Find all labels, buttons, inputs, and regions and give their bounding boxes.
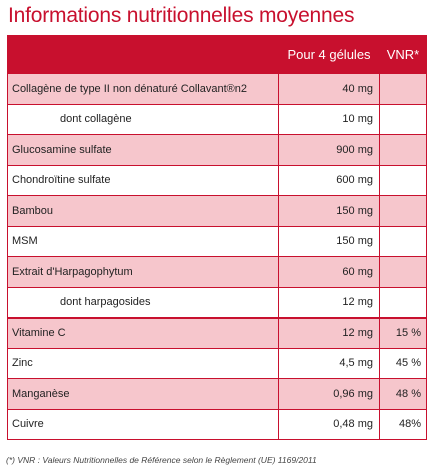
header-amount-cell: Pour 4 gélules [279, 35, 380, 73]
nutrition-table [7, 35, 427, 440]
footnote: (*) VNR : Valeurs Nutritionnelles de Référence selon le Règlement (UE) 1169/2011 [6, 455, 317, 465]
row-vnr: 45 % [395, 357, 421, 370]
row-name: Zinc [8, 349, 279, 379]
row-vnr: 15 % [395, 327, 421, 340]
table-row [8, 226, 426, 257]
row-amount: 600 mg [279, 166, 380, 196]
row-vnr: 48% [398, 418, 421, 431]
row-vnr: 48 % [395, 387, 421, 400]
row-name: Cuivre [8, 410, 279, 440]
row-name: Glucosamine sulfate [8, 135, 279, 165]
table-header [8, 35, 426, 73]
row-amount: 150 mg [279, 196, 380, 226]
row-vnr [380, 135, 426, 165]
table-row [8, 348, 426, 379]
table-row [8, 409, 426, 440]
table-row [8, 134, 426, 165]
row-name: Manganèse [8, 379, 279, 409]
row-name: MSM [8, 227, 279, 257]
table-row [8, 317, 426, 348]
table-row [8, 165, 426, 196]
row-vnr [380, 105, 426, 135]
row-name: Collagène de type II non dénaturé Collavant®n2 [8, 74, 279, 104]
row-amount: 10 mg [279, 105, 380, 135]
row-amount: 12 mg [279, 288, 380, 318]
header-vnr-cell: VNR* [386, 46, 420, 62]
table-row [8, 256, 426, 287]
row-name: dont collagène [8, 105, 279, 135]
row-amount: 0,48 mg [279, 410, 380, 440]
row-vnr [380, 227, 426, 257]
header-name-cell [8, 35, 279, 73]
row-amount: 0,96 mg [279, 379, 380, 409]
row-name: Chondroïtine sulfate [8, 166, 279, 196]
row-name: Extrait d'Harpagophytum [8, 257, 279, 287]
row-vnr [380, 196, 426, 226]
row-amount: 150 mg [279, 227, 380, 257]
row-amount: 40 mg [279, 74, 380, 104]
row-amount: 60 mg [279, 257, 380, 287]
row-name: dont harpagosides [8, 288, 279, 318]
row-amount: 900 mg [279, 135, 380, 165]
table-row [8, 104, 426, 135]
row-name: Bambou [8, 196, 279, 226]
row-vnr [380, 166, 426, 196]
row-vnr [380, 74, 426, 104]
table-row [8, 378, 426, 409]
row-name: Vitamine C [8, 319, 279, 348]
table-row [8, 287, 426, 318]
row-amount: 12 mg [279, 319, 380, 348]
row-vnr [380, 288, 426, 318]
table-row [8, 195, 426, 226]
page-title: Informations nutritionnelles moyennes [8, 4, 355, 27]
row-amount: 4,5 mg [279, 349, 380, 379]
table-row [8, 73, 426, 104]
row-vnr [380, 257, 426, 287]
